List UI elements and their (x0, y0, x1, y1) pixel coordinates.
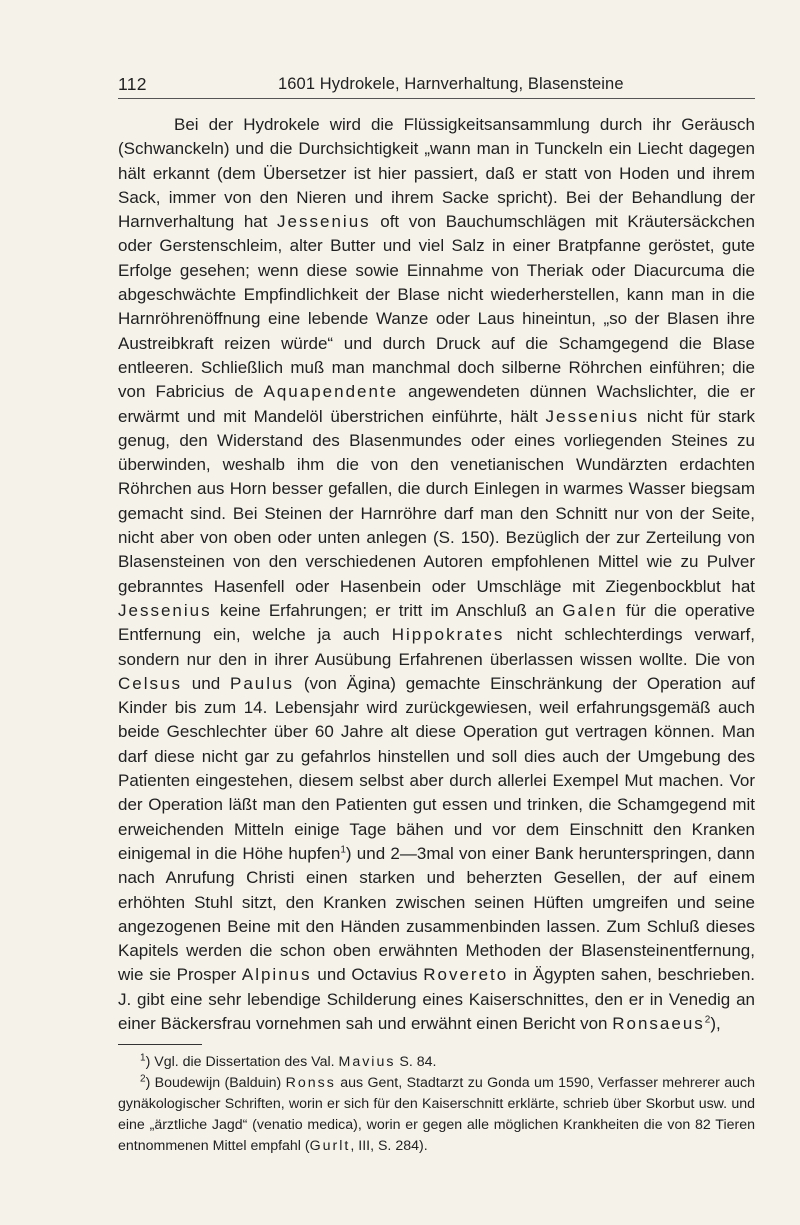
footnote-mark: 1 (140, 1052, 146, 1064)
text-run: ) und 2—3mal von einer Bank herunterspringen, dann nach Anrufung Christi einen starken und beherzten Gesellen, der auf einem erhöhten Stuhl sitzt, den Kranken zwischen seinen Hüften umgreifen und seine angezogenen Beine mit den Händen zusammenbinden lassen. Zum Schluß dieses Kapitels werden die schon oben erwähnten Methoden der Blasensteinentfernung, wie sie Prosper (118, 843, 755, 985)
footnote-1 (118, 1052, 755, 1073)
spaced-name: Ronss (285, 1075, 336, 1091)
text-run: Bei der Hydrokele wird die Flüssigkeitsansammlung durch ihr Geräusch (Schwanckeln) und die Durchsichtigkeit „wann man in Tunckeln ein Liecht dagegen hält erkannt (dem Übersetzer ist hier passiert, daß er statt von Hoden und ihrem Sack, immer von den Nieren und ihrem Sacke spricht). Bei der Behandlung der Harnverhaltung hat (118, 115, 755, 232)
text-run: angewendeten dünnen Wachslichter, die er erwärmt und mit Mandelöl überstrichen einführte, hält (118, 382, 755, 426)
text-run: nicht für stark genug, den Widerstand des Blasenmundes oder eines vorliegenden Steines zu überwinden, weshalb ihm die von den venetianischen Wundärzten erdachten Röhrchen aus Horn besser gefallen, die durch Einlegen in warmes Wasser biegsam gemacht sind. Bei Steinen der Harnröhre darf man den Schnitt nur von der Seite, nicht aber von oben oder unten anlegen (S. 150). Bezüglich der zur Zerteilung von Blasensteinen von den verschiedenen Autoren empfohlenen Mittel wie zu Pulver gebranntes Hasenfell oder Hasenbein oder Umschläge mit Ziegenbockblut hat (118, 406, 755, 596)
spaced-name: Mavius (338, 1054, 396, 1070)
text-run: nicht schlechterdings verwarf, sondern nur den in ihrer Ausübung Erfahrenen überlassen wissen wollte. Die von (118, 625, 755, 669)
text-run: keine Erfahrungen; er tritt im Anschluß an (211, 600, 563, 620)
spaced-name: Jessenius (118, 600, 212, 620)
footnote-mark: 2 (140, 1073, 146, 1085)
spaced-name: Galen (562, 600, 618, 620)
text-run: (von Ägina) gemachte Einschränkung der Operation auf Kinder bis zum 14. Lebensjahr wird zurückgewiesen, weil erfahrungsgemäß auch beide Geschlechter über 60 Jahre alt diese Operation gut vertragen können. Man darf diese nicht gar zu gefahrlos hinstellen und soll dies auch der Umgebung des Patienten eingestehen, diesem selbst aber durch allerlei Exempel Mut machen. Vor der Operation läßt man den Patienten gut essen und trinken, die Schamgegend mit erweichenden Mitteln einige Tage bähen und vor dem Einschnitt den Kranken einigemal in die Höhe hupfen (118, 673, 755, 863)
spaced-name: Rovereto (423, 965, 509, 985)
footnote-2 (118, 1073, 755, 1157)
spaced-name: Jessenius (277, 212, 371, 232)
body-paragraph (118, 113, 755, 1036)
text-run: und (181, 673, 230, 693)
footnotes (118, 1052, 755, 1157)
spaced-name: Jessenius (545, 406, 640, 426)
spaced-name: Celsus (118, 673, 182, 693)
text-run: in Ägypten sahen, beschrieben. J. gibt eine sehr lebendige Schilderung eines Kaiserschnittes, den er in Venedig an einer Bäckersfrau vornehmen sah und erwähnt einen Bericht von (118, 965, 755, 1033)
text-run: ) Boudewijn (Balduin) (145, 1075, 286, 1091)
page-number: 112 (118, 74, 147, 94)
page-header (118, 74, 755, 99)
spaced-name: Ronsaeus (612, 1013, 705, 1033)
text-run: aus Gent, Stadtarzt zu Gonda um 1590, Verfasser mehrerer auch gynäkologischer Schriften, worin er sich für den Kaiserschnitt erklärte, schrieb über Skorbut usw. und eine „ärztliche Jagd“ (venatio medica), worin er gegen alle möglichen Krankheiten die von 82 Tieren entnommenen Mittel empfahl ( (118, 1075, 756, 1154)
text-run: , III, S. 284). (350, 1138, 428, 1154)
spaced-name: Hippokrates (391, 625, 505, 645)
text-run: S. 84. (395, 1054, 437, 1070)
text-run: für die operative Entfernung ein, welche ja auch (118, 600, 755, 645)
text-run: ), (710, 1013, 721, 1033)
text-run: und Octavius (311, 965, 424, 985)
spaced-name: Paulus (230, 673, 294, 693)
text-run: oft von Bauchumschlägen mit Kräutersäckchen oder Gerstenschleim, alter Butter und viel Salz in einer Bratpfanne geröstet, gute Erfolge gesehen; wenn diese sowie Einnahme von Theriak oder Diacurcuma die abgeschwächte Empfindlichkeit der Blase nicht wiederherstellen, kann man in die Harnröhrenöffnung eine lebende Wanze oder Laus hineintun, „so der Blasen ihre Austreibkraft reizen würde“ und durch Druck auf die Schamgegend die Blase entleeren. Schließlich muß man manchmal doch silberne Röhrchen einführen; die von Fabricius de (118, 212, 755, 402)
spaced-name: Gurlt (309, 1138, 351, 1154)
footnote-ref: 1 (340, 844, 346, 856)
footnote-ref: 2 (704, 1014, 711, 1026)
spaced-name: Aquapendente (263, 382, 399, 402)
running-head: 1601 Hydrokele, Harnverhaltung, Blasensteine (278, 75, 624, 93)
footnote-divider (118, 1044, 202, 1045)
spaced-name: Alpinus (241, 965, 312, 985)
text-run: ) Vgl. die Dissertation des Val. (145, 1054, 339, 1070)
body-text (118, 113, 755, 1036)
